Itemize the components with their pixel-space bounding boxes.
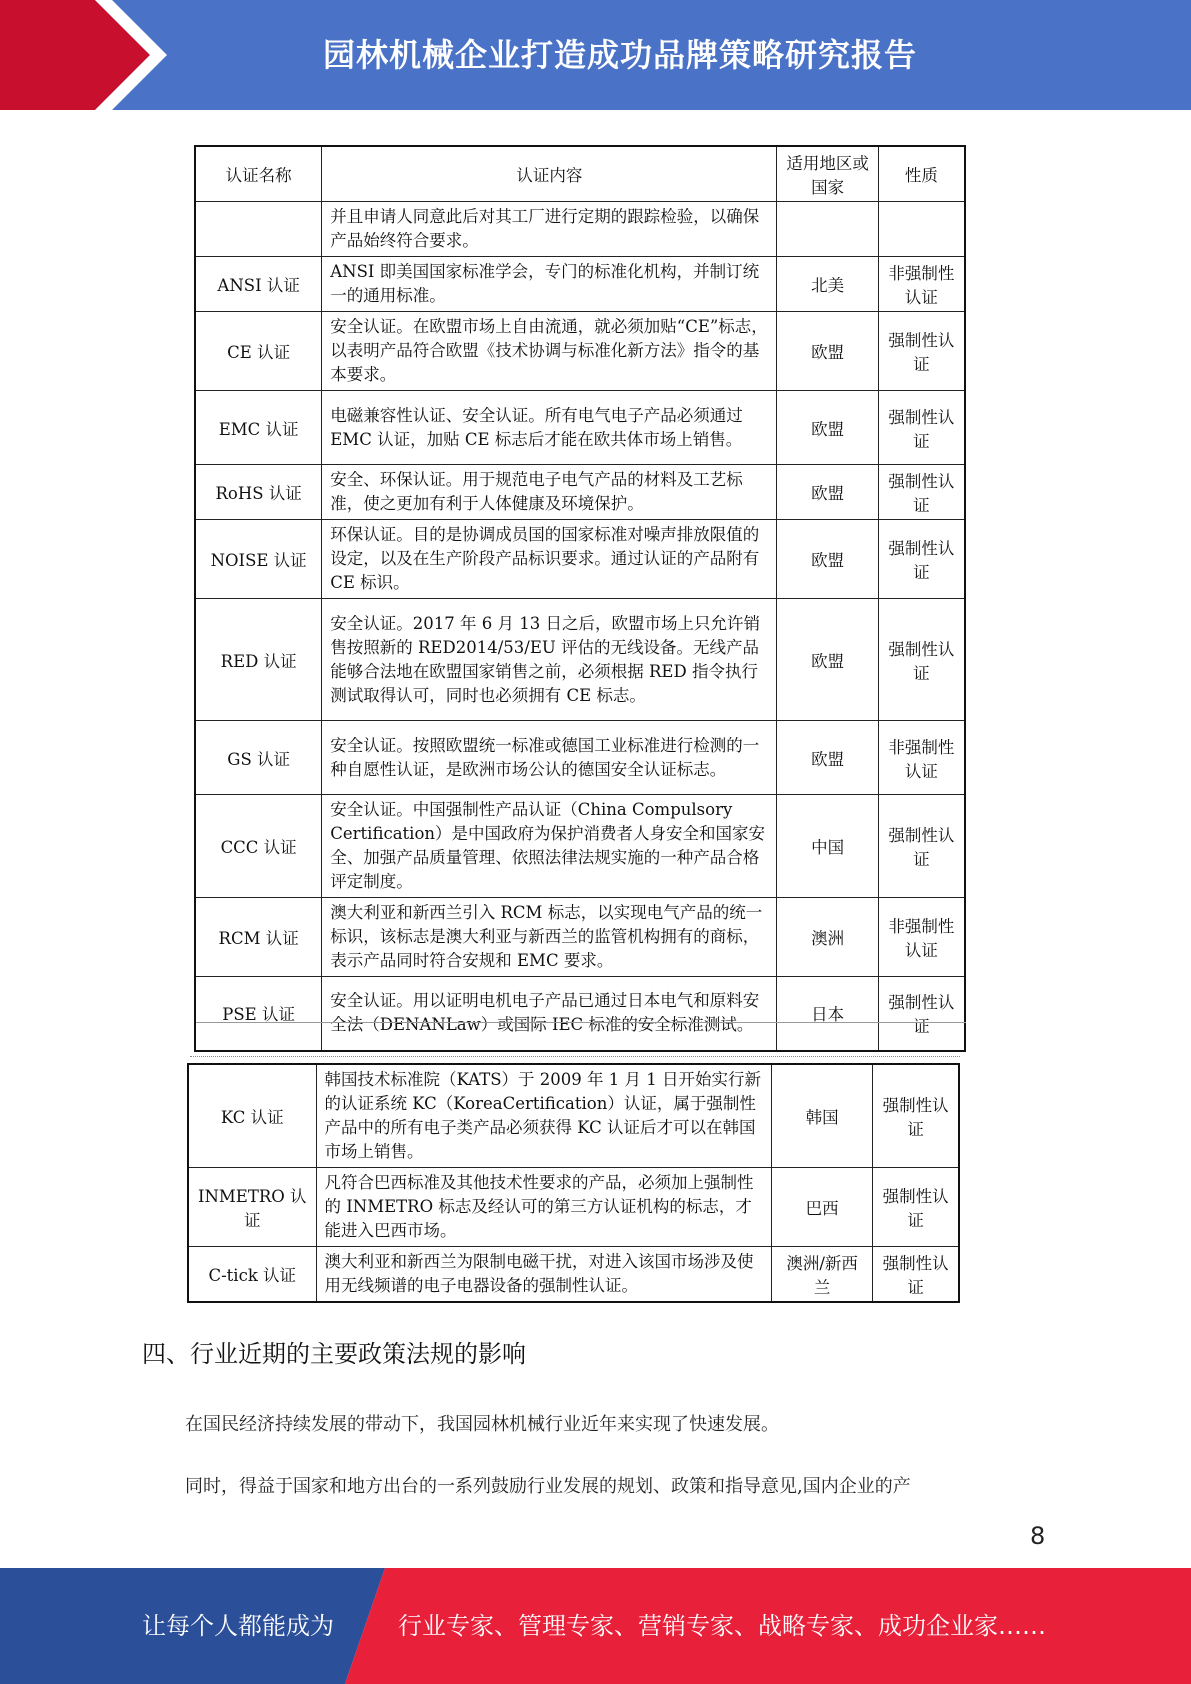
certification-table-part-2 (187, 1063, 960, 1303)
cert-region-cell: 北美 (777, 257, 878, 312)
cert-nature-cell: 非强制性认证 (878, 257, 965, 312)
table-body-part-1 (195, 202, 965, 1051)
cert-region-cell: 欧盟 (777, 465, 878, 520)
cert-content-cell: 澳大利亚和新西兰为限制电磁干扰，对进入该国市场涉及使用无线频谱的电子电器设备的强制性认证。 (316, 1247, 772, 1303)
header-cert-name: 认证名称 (195, 146, 322, 202)
body-paragraph: 在国民经济持续发展的带动下，我国园林机械行业近年来实现了快速发展。 (185, 1414, 779, 1435)
table-row (195, 202, 965, 257)
cert-nature-cell: 强制性认证 (878, 599, 965, 721)
table-row (195, 257, 965, 312)
cert-name-cell: CE 认证 (195, 312, 322, 391)
cert-content-cell: 凡符合巴西标准及其他技术性要求的产品，必须加上强制性的 INMETRO 标志及经认可的第三方认证机构的标志，才能进入巴西市场。 (316, 1168, 772, 1247)
cert-nature-cell: 强制性认证 (873, 1064, 959, 1168)
cert-name-cell: KC 认证 (188, 1064, 316, 1168)
cert-content-cell: 环保认证。目的是协调成员国的国家标准对噪声排放限值的设定，以及在生产阶段产品标识要求。通过认证的产品附有 CE 标识。 (322, 520, 777, 599)
table-row (195, 520, 965, 599)
page-cut-line (190, 1056, 960, 1063)
header-cert-content: 认证内容 (322, 146, 777, 202)
cert-region-cell: 澳洲 (777, 898, 878, 977)
cert-content-cell: 安全认证。按照欧盟统一标准或德国工业标准进行检测的一种自愿性认证，是欧洲市场公认的德国安全认证标志。 (322, 721, 777, 795)
page-header (0, 0, 1191, 110)
cert-nature-cell: 强制性认证 (873, 1247, 959, 1303)
cert-content-cell: 安全认证。用以证明电机电子产品已通过日本电气和原料安全法（DENANLaw）或国际 IEC 标准的安全标准测试。 (322, 977, 777, 1051)
cert-name-cell: INMETRO 认证 (188, 1168, 316, 1247)
table-row (195, 599, 965, 721)
cert-name-cell: GS 认证 (195, 721, 322, 795)
cert-region-cell: 欧盟 (777, 520, 878, 599)
cert-name-cell: EMC 认证 (195, 391, 322, 465)
cert-region-cell: 巴西 (772, 1168, 873, 1247)
cert-nature-cell: 强制性认证 (878, 312, 965, 391)
cert-region-cell: 韩国 (772, 1064, 873, 1168)
cert-region-cell: 欧盟 (777, 599, 878, 721)
footer-slogan-right: 行业专家、管理专家、营销专家、战略专家、成功企业家…… (398, 1612, 1046, 1640)
table-row (195, 977, 965, 1051)
cert-name-cell: CCC 认证 (195, 795, 322, 898)
page-footer (0, 1568, 1191, 1684)
cert-name-cell: NOISE 认证 (195, 520, 322, 599)
cert-nature-cell: 强制性认证 (878, 465, 965, 520)
table-row (195, 465, 965, 520)
footer-slogan-left: 让每个人都能成为 (142, 1612, 334, 1640)
cert-nature-cell: 强制性认证 (878, 977, 965, 1051)
cert-region-cell: 欧盟 (777, 721, 878, 795)
cert-content-cell: 安全认证。在欧盟市场上自由流通，就必须加贴“CE”标志，以表明产品符合欧盟《技术协调与标准化新方法》指令的基本要求。 (322, 312, 777, 391)
cert-nature-cell: 强制性认证 (878, 391, 965, 465)
report-title: 园林机械企业打造成功品牌策略研究报告 (322, 36, 917, 74)
table-row (188, 1247, 959, 1303)
table-row (195, 898, 965, 977)
cert-content-cell: 澳大利亚和新西兰引入 RCM 标志，以实现电气产品的统一标识，该标志是澳大利亚与新西兰的监管机构拥有的商标，表示产品同时符合安规和 EMC 要求。 (322, 898, 777, 977)
cert-region-cell: 澳洲/新西兰 (772, 1247, 873, 1303)
certification-table-part-1 (194, 145, 966, 1052)
cert-nature-cell: 强制性认证 (873, 1168, 959, 1247)
cert-name-cell (195, 202, 322, 257)
cert-name-cell: PSE 认证 (195, 977, 322, 1051)
cert-region-cell (777, 202, 878, 257)
cert-content-cell: 并且申请人同意此后对其工厂进行定期的跟踪检验，以确保产品始终符合要求。 (322, 202, 777, 257)
table-row (195, 312, 965, 391)
cert-region-cell: 日本 (777, 977, 878, 1051)
cert-content-cell: ANSI 即美国国家标准学会，专门的标准化机构，并制订统一的通用标准。 (322, 257, 777, 312)
section-heading: 四、行业近期的主要政策法规的影响 (142, 1340, 526, 1368)
cert-content-cell: 电磁兼容性认证、安全认证。所有电气电子产品必须通过 EMC 认证，加贴 CE 标志后才能在欧共体市场上销售。 (322, 391, 777, 465)
table-row (188, 1064, 959, 1168)
table-row (188, 1168, 959, 1247)
cert-region-cell: 中国 (777, 795, 878, 898)
cert-name-cell: C-tick 认证 (188, 1247, 316, 1303)
body-paragraph: 同时，得益于国家和地方出台的一系列鼓励行业发展的规划、政策和指导意见,国内企业的产 (185, 1476, 911, 1497)
page-cut-line (196, 1018, 966, 1023)
cert-name-cell: RCM 认证 (195, 898, 322, 977)
header-region: 适用地区或国家 (777, 146, 878, 202)
cert-nature-cell: 非强制性认证 (878, 721, 965, 795)
table-header-row (195, 146, 965, 202)
cert-nature-cell: 非强制性认证 (878, 898, 965, 977)
table-row (195, 391, 965, 465)
cert-region-cell: 欧盟 (777, 312, 878, 391)
table-body-part-2 (188, 1064, 959, 1302)
cert-nature-cell: 强制性认证 (878, 520, 965, 599)
cert-content-cell: 安全认证。中国强制性产品认证（China Compulsory Certification）是中国政府为保护消费者人身安全和国家安全、加强产品质量管理、依照法律法规实施的一种产品合格评定制度。 (322, 795, 777, 898)
cert-content-cell: 安全认证。2017 年 6 月 13 日之后，欧盟市场上只允许销售按照新的 RED2014/53/EU 评估的无线设备。无线产品能够合法地在欧盟国家销售之前，必须根据 RED 指令执行测试取得认可，同时也必须拥有 CE 标志。 (322, 599, 777, 721)
cert-name-cell: RoHS 认证 (195, 465, 322, 520)
cert-nature-cell (878, 202, 965, 257)
table-row (195, 795, 965, 898)
cert-nature-cell: 强制性认证 (878, 795, 965, 898)
table-row (195, 721, 965, 795)
cert-content-cell: 韩国技术标准院（KATS）于 2009 年 1 月 1 日开始实行新的认证系统 KC（KoreaCertification）认证，属于强制性产品中的所有电子类产品必须获得 KC 认证后才可以在韩国市场上销售。 (316, 1064, 772, 1168)
cert-content-cell: 安全、环保认证。用于规范电子电气产品的材料及工艺标准，使之更加有利于人体健康及环境保护。 (322, 465, 777, 520)
header-nature: 性质 (878, 146, 965, 202)
cert-name-cell: RED 认证 (195, 599, 322, 721)
cert-name-cell: ANSI 认证 (195, 257, 322, 312)
cert-region-cell: 欧盟 (777, 391, 878, 465)
page-number: 8 (1030, 1522, 1046, 1550)
